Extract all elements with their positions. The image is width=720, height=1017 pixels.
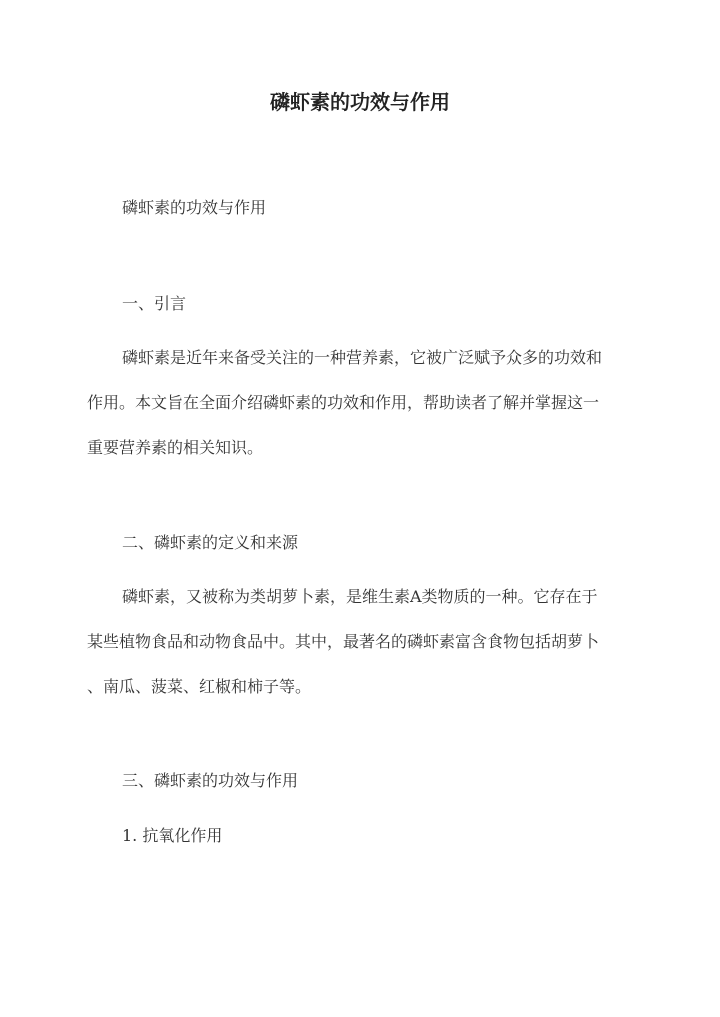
paragraph-line: 重要营养素的相关知识。 <box>87 438 264 457</box>
section-heading-definition: 二、磷虾素的定义和来源 <box>122 533 299 552</box>
subtitle: 磷虾素的功效与作用 <box>122 198 267 217</box>
subsection-heading-antioxidant: 1. 抗氧化作用 <box>122 826 223 845</box>
paragraph-line: 、南瓜、菠菜、红椒和柿子等。 <box>87 677 312 696</box>
paragraph-line: 某些植物食品和动物食品中。其中，最著名的磷虾素富含食物包括胡萝卜 <box>87 632 600 651</box>
section-heading-effects: 三、磷虾素的功效与作用 <box>122 771 299 790</box>
paragraph-line: 磷虾素，又被称为类胡萝卜素，是维生素A类物质的一种。它存在于 <box>122 587 598 606</box>
section-heading-intro: 一、引言 <box>122 294 187 313</box>
document-title: 磷虾素的功效与作用 <box>270 90 450 114</box>
paragraph-line: 作用。本文旨在全面介绍磷虾素的功效和作用，帮助读者了解并掌握这一 <box>87 393 600 412</box>
paragraph-line: 磷虾素是近年来备受关注的一种营养素，它被广泛赋予众多的功效和 <box>122 348 603 367</box>
